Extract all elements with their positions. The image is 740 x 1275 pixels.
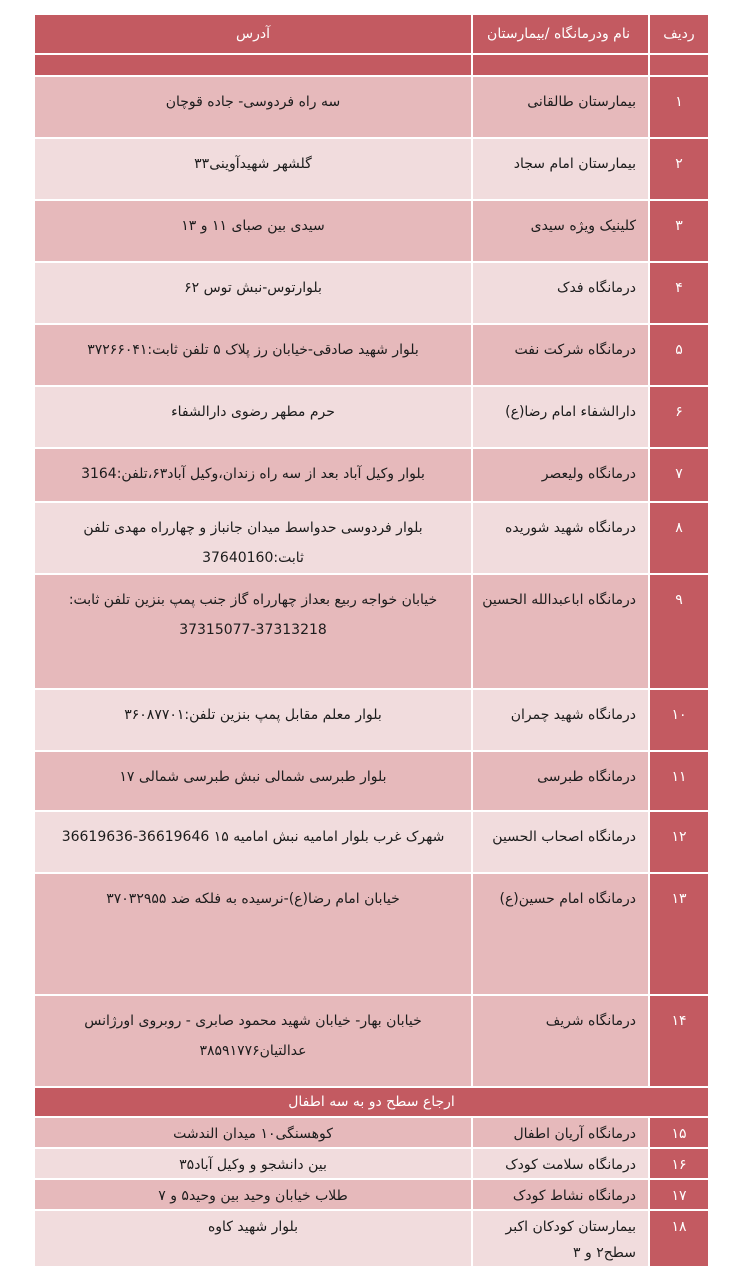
table-row (34, 574, 709, 689)
row-name: درمانگاه فدک (472, 262, 649, 324)
row-index: ۱۸ (649, 1210, 709, 1267)
row-name: بیمارستان امام سجاد (472, 138, 649, 200)
table-row (34, 873, 709, 995)
clinic-table (33, 13, 710, 1268)
header-name (472, 14, 649, 76)
row-name: بیمارستان طالقانی (472, 76, 649, 138)
row-name: درمانگاه آریان اطفال (472, 1117, 649, 1148)
row-address: سه راه فردوسی- جاده قوچان (34, 76, 472, 138)
row-address: بلوار وکیل آباد بعد از سه راه زندان،وکیل آباد۶۳،تلفن:3164 (34, 448, 472, 502)
row-index: ۱۲ (649, 811, 709, 873)
table-row (34, 751, 709, 811)
row-index: ۴ (649, 262, 709, 324)
row-address: بلوارتوس-نبش توس ۶۲ (34, 262, 472, 324)
table-row (34, 995, 709, 1087)
row-address: بلوار طبرسی شمالی نبش طبرسی شمالی ۱۷ (34, 751, 472, 811)
row-name: درمانگاه شریف (472, 995, 649, 1087)
row-index: ۱۴ (649, 995, 709, 1087)
row-index: ۱۵ (649, 1117, 709, 1148)
row-address: خیابان خواجه ربیع بعداز چهارراه گاز جنب پمپ بنزین تلفن ثابت: 37313218-37315077 (34, 574, 472, 689)
row-address: بلوار معلم مقابل پمپ بنزین تلفن:۳۶۰۸۷۷۰۱ (34, 689, 472, 751)
table-row (34, 811, 709, 873)
row-index: ۳ (649, 200, 709, 262)
row-name: بیمارستان کودکان اکبر سطح۲ و ۳ (472, 1210, 649, 1267)
table-row (34, 200, 709, 262)
row-address: طلاب خیابان وحید بین وحید۵ و ۷ (34, 1179, 472, 1210)
row-index: ۶ (649, 386, 709, 448)
row-index: ۱۰ (649, 689, 709, 751)
row-name: درمانگاه اصحاب الحسین (472, 811, 649, 873)
row-address: گلشهر شهیدآوینی۳۳ (34, 138, 472, 200)
row-name: دارالشفاء امام رضا(ع) (472, 386, 649, 448)
table-row (34, 1210, 709, 1267)
row-name: درمانگاه ولیعصر (472, 448, 649, 502)
row-address: حرم مطهر رضوی دارالشفاء (34, 386, 472, 448)
table-row (34, 1117, 709, 1148)
section-title: ارجاع سطح دو به سه اطفال (34, 1087, 709, 1117)
row-address: سیدی بین صبای ۱۱ و ۱۳ (34, 200, 472, 262)
header-index: ردیف (649, 14, 709, 76)
row-index: ۱ (649, 76, 709, 138)
table-row (34, 1179, 709, 1210)
table-row (34, 76, 709, 138)
row-address: خیابان بهار- خیابان شهید محمود صابری - روبروی اورژانس عدالتیان۳۸۵۹۱۷۷۶ (34, 995, 472, 1087)
table-row (34, 324, 709, 386)
row-address: بین دانشجو و وکیل آباد۳۵ (34, 1148, 472, 1179)
section-header-row (34, 1087, 709, 1117)
row-address: کوهسنگی۱۰ میدان الندشت (34, 1117, 472, 1148)
row-address: بلوار فردوسی حدواسط میدان جانباز و چهارراه مهدی تلفن ثابت:37640160 (34, 502, 472, 574)
table-row (34, 138, 709, 200)
table-row (34, 262, 709, 324)
row-name: درمانگاه شهید شوریده (472, 502, 649, 574)
table-row (34, 502, 709, 574)
row-name: درمانگاه شرکت نفت (472, 324, 649, 386)
row-index: ۱۷ (649, 1179, 709, 1210)
header-address: آدرس (34, 14, 472, 76)
table-row (34, 1148, 709, 1179)
table-row (34, 448, 709, 502)
row-address: شهرک غرب بلوار امامیه نبش امامیه ۱۵ 36619646-36619636 (34, 811, 472, 873)
row-index: ۵ (649, 324, 709, 386)
row-name: درمانگاه نشاط کودک (472, 1179, 649, 1210)
table-row (34, 689, 709, 751)
row-index: ۸ (649, 502, 709, 574)
row-address: بلوار شهید کاوه (34, 1210, 472, 1267)
row-index: ۱۱ (649, 751, 709, 811)
header-name-label: نام ودرمانگاه /بیمارستان (487, 26, 630, 42)
row-name: درمانگاه شهید چمران (472, 689, 649, 751)
row-address: خیابان امام رضا(ع)-نرسیده به فلکه ضد ۳۷۰۳۲۹۵۵ (34, 873, 472, 995)
row-name: درمانگاه طبرسی (472, 751, 649, 811)
row-index: ۷ (649, 448, 709, 502)
row-index: ۹ (649, 574, 709, 689)
row-name: درمانگاه اباعبدالله الحسین (472, 574, 649, 689)
row-name: درمانگاه سلامت کودک (472, 1148, 649, 1179)
table-row (34, 386, 709, 448)
row-name: کلینیک ویژه سیدی (472, 200, 649, 262)
row-address: بلوار شهید صادقی-خیابان رز پلاک ۵ تلفن ثابت:۳۷۲۶۶۰۴۱ (34, 324, 472, 386)
row-index: ۱۶ (649, 1148, 709, 1179)
row-index: ۱۳ (649, 873, 709, 995)
row-index: ۲ (649, 138, 709, 200)
table-header-row (34, 14, 709, 76)
row-name: درمانگاه امام حسین(ع) (472, 873, 649, 995)
